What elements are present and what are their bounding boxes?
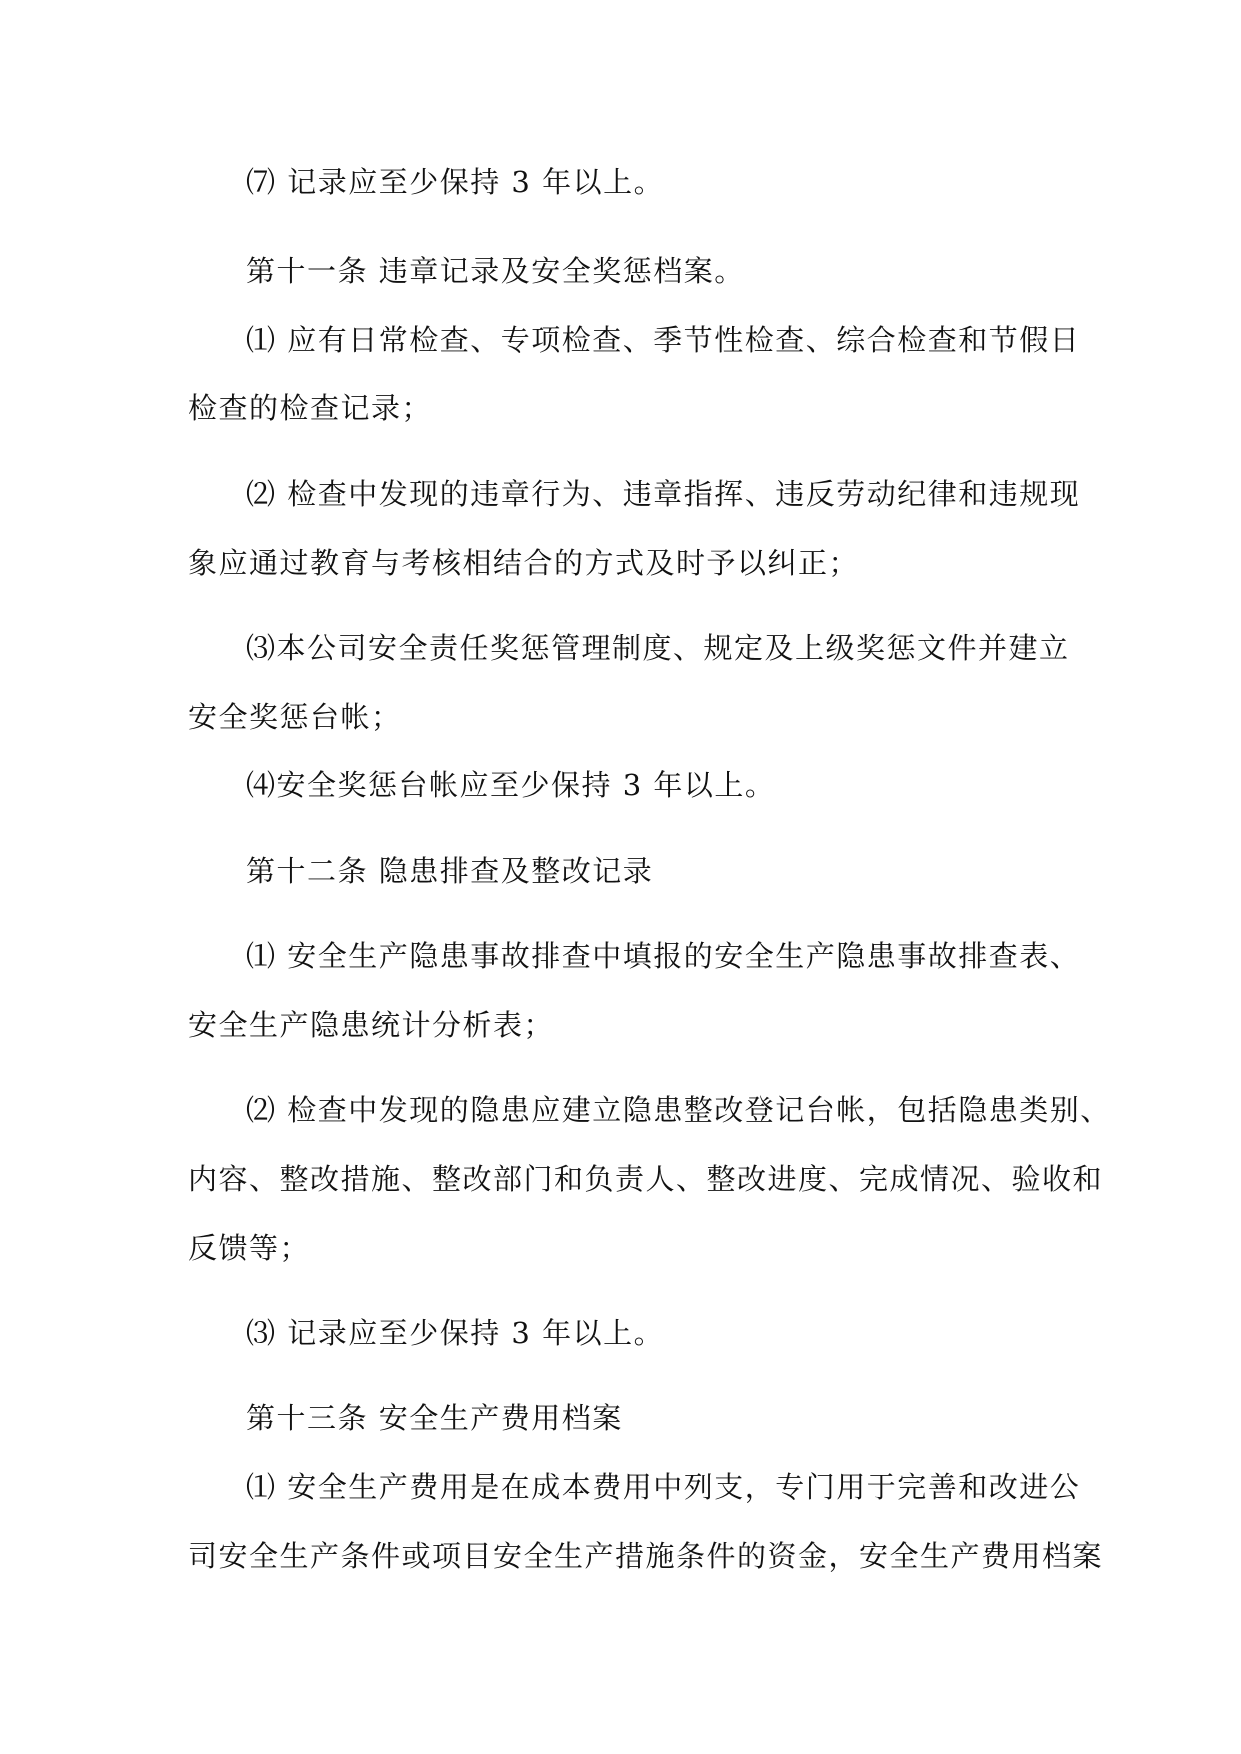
art11-item-1-line-2: 检查的检查记录； — [188, 391, 433, 425]
art11-item-2-line-1: ⑵ 检查中发现的违章行为、违章指挥、违反劳动纪律和违规现 — [246, 477, 1081, 511]
art12-item-3: ⑶ 记录应至少保持 3 年以上。 — [246, 1316, 665, 1350]
art11-item-2-line-2: 象应通过教育与考核相结合的方式及时予以纠正； — [188, 546, 860, 580]
art12-item-1-line-2: 安全生产隐患统计分析表； — [188, 1008, 555, 1042]
art12-item-1-line-1: ⑴ 安全生产隐患事故排查中填报的安全生产隐患事故排查表、 — [246, 939, 1081, 973]
art11-item-3-line-2: 安全奖惩台帐； — [188, 700, 402, 734]
art11-item-3-line-1: ⑶本公司安全责任奖惩管理制度、规定及上级奖惩文件并建立 — [246, 631, 1070, 665]
art12-item-2-line-2: 内容、整改措施、整改部门和负责人、整改进度、完成情况、验收和 — [188, 1162, 1104, 1196]
article-12-heading: 第十二条 隐患排查及整改记录 — [246, 854, 654, 888]
art12-item-2-line-3: 反馈等； — [188, 1231, 311, 1265]
article-11-heading: 第十一条 违章记录及安全奖惩档案。 — [246, 254, 745, 288]
art11-item-1-line-1: ⑴ 应有日常检查、专项检查、季节性检查、综合检查和节假日 — [246, 323, 1081, 357]
article-13-heading: 第十三条 安全生产费用档案 — [246, 1401, 623, 1435]
art13-item-1-line-1: ⑴ 安全生产费用是在成本费用中列支，专门用于完善和改进公 — [246, 1470, 1081, 1504]
art13-item-1-line-2: 司安全生产条件或项目安全生产措施条件的资金，安全生产费用档案 — [188, 1539, 1104, 1573]
art11-item-4: ⑷安全奖惩台帐应至少保持 3 年以上。 — [246, 768, 776, 802]
item-7-record-retention: ⑺ 记录应至少保持 3 年以上。 — [246, 165, 665, 199]
art12-item-2-line-1: ⑵ 检查中发现的隐患应建立隐患整改登记台帐，包括隐患类别、 — [246, 1093, 1111, 1127]
